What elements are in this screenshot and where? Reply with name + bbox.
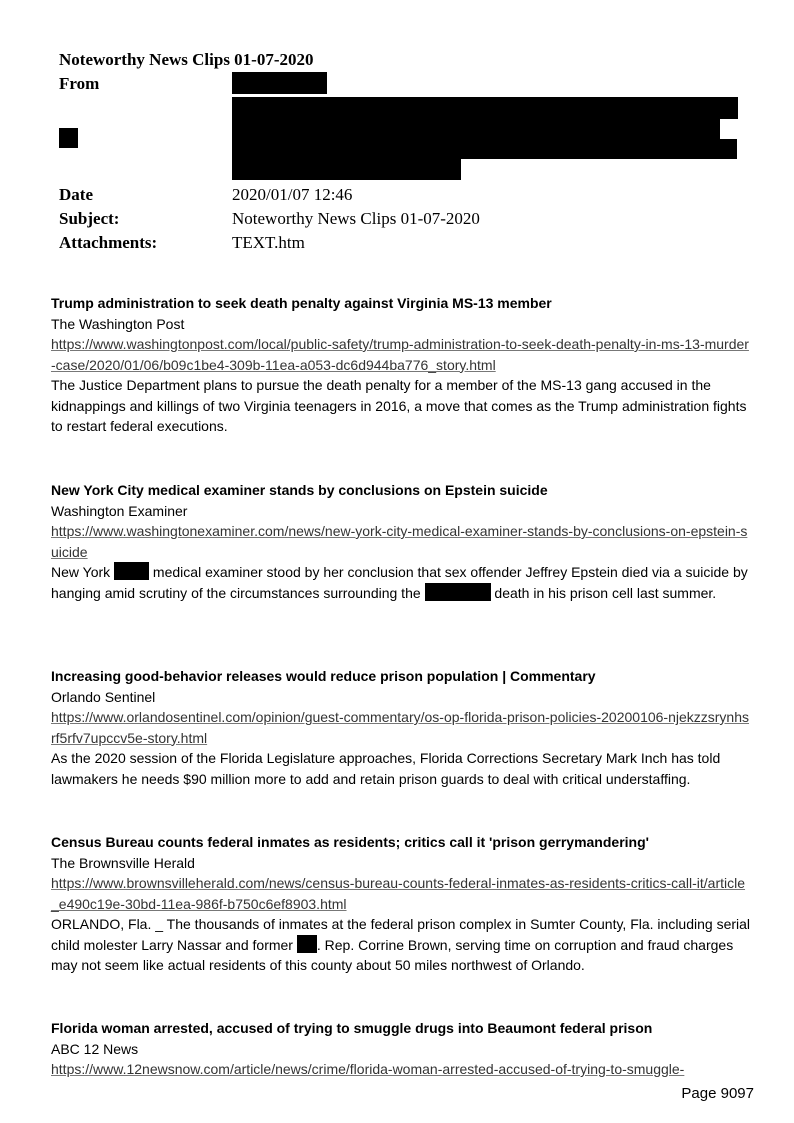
article-1 <box>51 293 751 437</box>
article-link[interactable]: https://www.12newsnow.com/article/news/crime/florida-woman-arrested-accused-of-trying-to-smuggle- <box>51 1061 685 1077</box>
article-link[interactable]: https://www.brownsvilleherald.com/news/census-bureau-counts-federal-inmates-as-residents-critics-call-it/article_e490c19e-30bd-11ea-986f-b750c6ef8903.html <box>51 875 746 912</box>
subject-label: Subject: <box>59 209 120 228</box>
date-value: 2020/01/07 12:46 <box>232 185 353 204</box>
article-5 <box>51 1018 751 1080</box>
article-3 <box>51 666 751 789</box>
article-headline: New York City medical examiner stands by conclusions on Epstein suicide <box>51 482 548 498</box>
date-label: Date <box>59 185 93 204</box>
article-summary: The Justice Department plans to pursue the death penalty for a member of the MS-13 gang accused in the kidnappings and killings of two Virginia teenagers in 2016, a move that comes as the Trump administration fights to restart federal executions. <box>51 377 747 434</box>
article-4 <box>51 832 751 976</box>
article-source: ABC 12 News <box>51 1040 139 1057</box>
summary-part: New York <box>51 564 111 580</box>
summary-part: medical examiner stood by her conclusion that sex offender Jeffrey Epstein died via a suicide by hanging amid scrutiny of the circumstances surrounding the <box>51 564 748 601</box>
attachments-label: Attachments: <box>59 233 158 252</box>
article-link[interactable]: https://www.orlandosentinel.com/opinion/guest-commentary/os-op-florida-prison-policies-20200106-njekzzsrynhsrf5rfv7upccv5e-story.html <box>51 709 750 746</box>
page-number: Page 9097 <box>681 1085 754 1102</box>
article-headline: Florida woman arrested, accused of trying to smuggle drugs into Beaumont federal prison <box>51 1020 653 1036</box>
summary-part: death in his prison cell last summer. <box>490 584 717 601</box>
email-title: Noteworthy News Clips 01-07-2020 <box>59 50 314 69</box>
article-source: Orlando Sentinel <box>51 688 156 705</box>
article-summary <box>51 562 751 603</box>
article-headline: Census Bureau counts federal inmates as residents; critics call it 'prison gerrymandering' <box>51 834 649 850</box>
article-source: The Washington Post <box>51 315 185 332</box>
article-2 <box>51 480 751 603</box>
article-summary <box>51 914 751 976</box>
article-headline: Increasing good-behavior releases would reduce prison population | Commentary <box>51 668 596 684</box>
inline-redaction <box>114 562 149 580</box>
article-source: Washington Examiner <box>51 502 188 519</box>
article-source: The Brownsville Herald <box>51 854 195 871</box>
summary-part: . Rep. Corrine Brown, serving time on corruption and fraud charges may not seem like actual residents of this county about 50 miles northwest of Orlando. <box>51 936 734 973</box>
article-link[interactable]: https://www.washingtonpost.com/local/public-safety/trump-administration-to-seek-death-penalty-in-ms-13-murder-case/2020/01/06/b09c1be4-309b-11ea-a053-dc6d944ba776_story.html <box>51 336 749 373</box>
inline-redaction <box>425 583 491 601</box>
subject-value: Noteworthy News Clips 01-07-2020 <box>232 209 480 228</box>
article-link[interactable]: https://www.washingtonexaminer.com/news/new-york-city-medical-examiner-stands-by-conclusions-on-epstein-suicide <box>51 523 748 560</box>
article-summary: As the 2020 session of the Florida Legislature approaches, Florida Corrections Secretary Mark Inch has told lawmakers he needs $90 million more to add and retain prison guards to deal with critical understaffing. <box>51 750 721 787</box>
from-label: From <box>59 74 100 93</box>
article-headline: Trump administration to seek death penalty against Virginia MS-13 member <box>51 295 552 311</box>
inline-redaction <box>297 935 317 953</box>
summary-part: ORLANDO, Fla. _ The thousands of inmates at the federal prison complex in Sumter County, Fla. including serial child molester Larry Nassar and former <box>51 916 751 953</box>
attachments-value: TEXT.htm <box>232 233 305 252</box>
